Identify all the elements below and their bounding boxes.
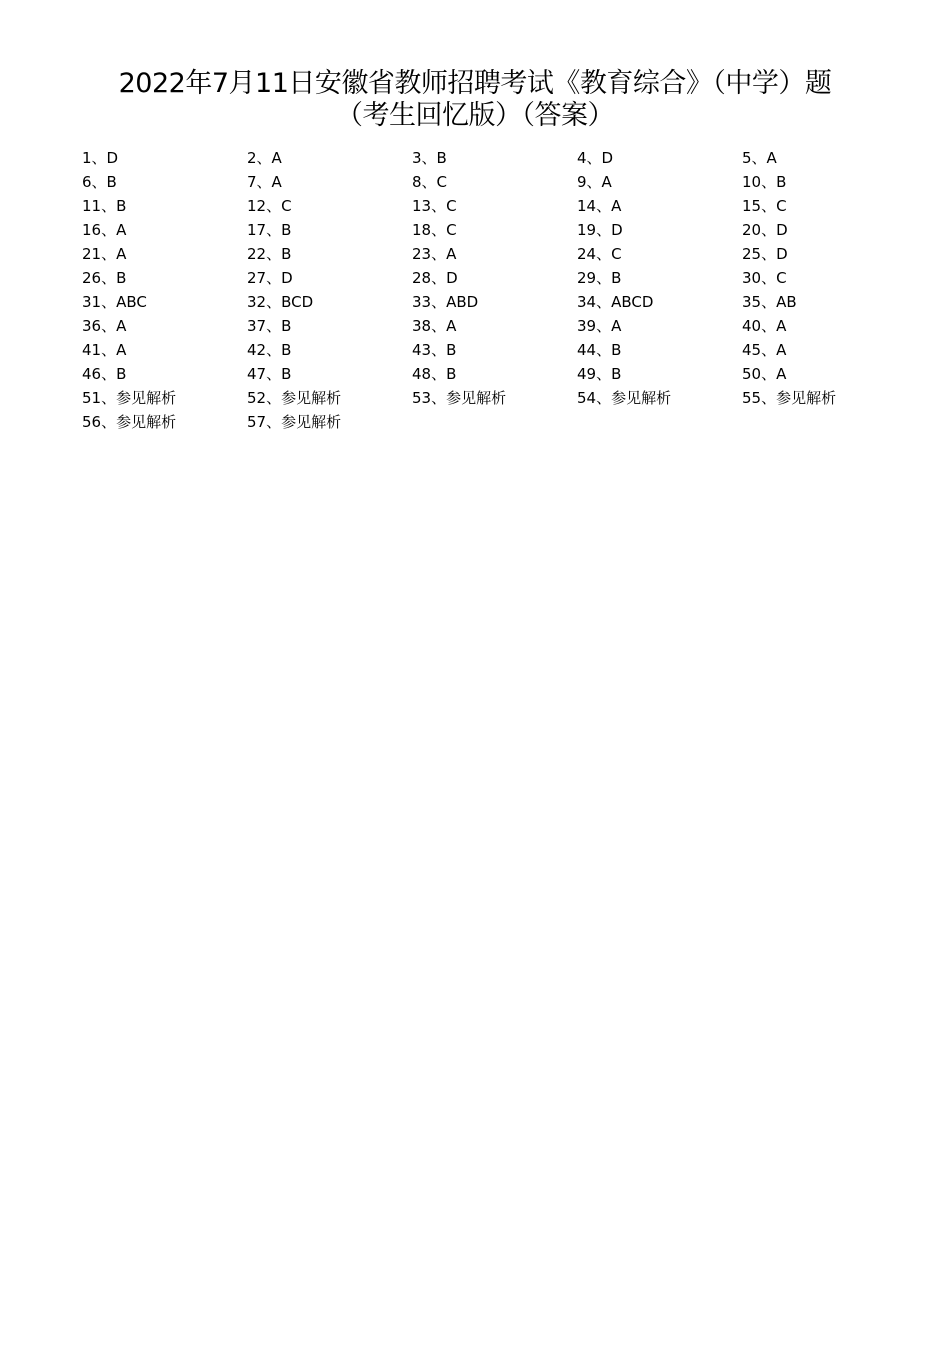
answer-item: 46、B (82, 365, 127, 383)
answer-item: 24、C (577, 245, 622, 263)
answer-item: 16、A (82, 221, 127, 239)
answer-item: 50、A (742, 365, 787, 383)
answer-item: 31、ABC (82, 293, 147, 311)
answer-item: 42、B (247, 341, 292, 359)
answer-item: 3、B (412, 149, 447, 167)
answer-item: 43、B (412, 341, 457, 359)
answer-item: 20、D (742, 221, 788, 239)
answer-item: 21、A (82, 245, 127, 263)
answer-item: 54、参见解析 (577, 389, 672, 407)
title-line-1: 2022年7月11日安徽省教师招聘考试《教育综合》（中学）题 (118, 68, 832, 99)
answer-item: 56、参见解析 (82, 413, 177, 431)
answer-item: 53、参见解析 (412, 389, 507, 407)
answer-item: 47、B (247, 365, 292, 383)
answer-item: 6、B (82, 173, 117, 191)
answer-item: 10、B (742, 173, 787, 191)
title-line-2: （考生回忆版）（答案） (336, 100, 614, 131)
answer-item: 33、ABD (412, 293, 479, 311)
answer-item: 7、A (247, 173, 282, 191)
answer-item: 25、D (742, 245, 788, 263)
answer-item: 27、D (247, 269, 293, 287)
answer-item: 26、B (82, 269, 127, 287)
answer-item: 13、C (412, 197, 457, 215)
answer-item: 34、ABCD (577, 293, 654, 311)
answer-item: 28、D (412, 269, 458, 287)
answer-item: 41、A (82, 341, 127, 359)
answer-item: 39、A (577, 317, 622, 335)
answer-grid (82, 146, 902, 434)
answer-item: 44、B (577, 341, 622, 359)
answer-item: 49、B (577, 365, 622, 383)
answer-item: 45、A (742, 341, 787, 359)
answer-item: 19、D (577, 221, 623, 239)
page-title (0, 68, 950, 132)
answer-item: 17、B (247, 221, 292, 239)
answer-item: 51、参见解析 (82, 389, 177, 407)
answer-item: 22、B (247, 245, 292, 263)
answer-item: 14、A (577, 197, 622, 215)
answer-item: 11、B (82, 197, 127, 215)
answer-item: 48、B (412, 365, 457, 383)
answer-item: 4、D (577, 149, 614, 167)
answer-item: 57、参见解析 (247, 413, 342, 431)
answer-item: 15、C (742, 197, 787, 215)
answer-item: 35、AB (742, 293, 797, 311)
answer-item: 40、A (742, 317, 787, 335)
answer-item: 37、B (247, 317, 292, 335)
answer-item: 55、参见解析 (742, 389, 837, 407)
answer-item: 52、参见解析 (247, 389, 342, 407)
answer-item: 12、C (247, 197, 292, 215)
answer-item: 30、C (742, 269, 787, 287)
answer-item: 1、D (82, 149, 119, 167)
answer-item: 9、A (577, 173, 612, 191)
answer-item: 5、A (742, 149, 777, 167)
answer-item: 18、C (412, 221, 457, 239)
answer-item: 2、A (247, 149, 282, 167)
answer-item: 23、A (412, 245, 457, 263)
answer-item: 38、A (412, 317, 457, 335)
answer-item: 29、B (577, 269, 622, 287)
answer-item: 32、BCD (247, 293, 314, 311)
answer-item: 36、A (82, 317, 127, 335)
answer-item: 8、C (412, 173, 448, 191)
